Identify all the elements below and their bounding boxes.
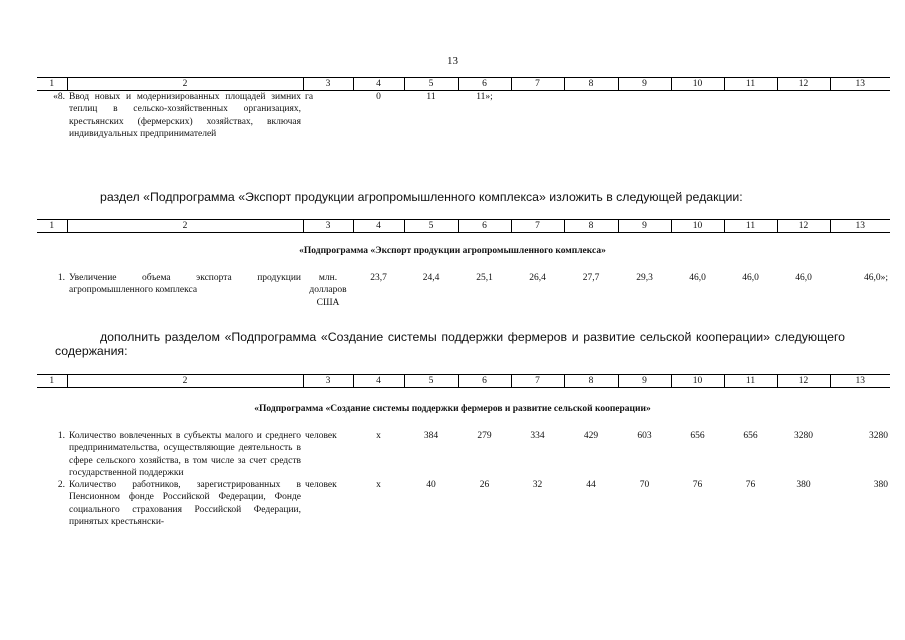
column-number: 11 bbox=[724, 220, 777, 233]
column-number: 8 bbox=[564, 375, 618, 388]
row-value: х bbox=[376, 480, 381, 491]
row-value: 3280 bbox=[869, 431, 888, 441]
row-value: 656 bbox=[690, 431, 705, 441]
column-number: 13 bbox=[830, 78, 890, 91]
row-value: 334 bbox=[530, 431, 545, 441]
row-value: 380 bbox=[873, 480, 888, 491]
indicator-table-export-body bbox=[37, 272, 890, 309]
row-value bbox=[618, 91, 671, 141]
row-description: Количество вовлеченных в субъекты малого и среднего предпринимательства, осуществляющие деятельность в сфере сельского хозяйства, в том числе за счет средств государственной поддержки bbox=[69, 431, 301, 478]
instruction-paragraph-farmers: дополнить разделом «Подпрограмма «Создание системы поддержки фермеров и развитие сельской кооперации» следующего содержания: bbox=[55, 330, 845, 358]
row-value: 25,1 bbox=[476, 273, 493, 283]
column-number: 9 bbox=[618, 375, 671, 388]
row-value: 0 bbox=[376, 92, 381, 102]
row-value bbox=[724, 91, 777, 141]
subprogram-heading-farmers: «Подпрограмма «Создание системы поддержки фермеров и развитие сельской кооперации» bbox=[254, 404, 651, 414]
column-number: 11 bbox=[724, 78, 777, 91]
column-number: 4 bbox=[353, 78, 404, 91]
column-number: 6 bbox=[458, 78, 511, 91]
row-description: Ввод новых и модернизированных площадей зимних теплиц в сельско-хозяйственных организациях, крестьянских (фермерских) хозяйствах, включая индивидуальных предпринимателей bbox=[69, 92, 301, 139]
row-value: 27,7 bbox=[582, 273, 600, 283]
row-value: 380 bbox=[796, 480, 811, 491]
column-number: 13 bbox=[830, 375, 890, 388]
column-number-row bbox=[37, 375, 890, 388]
row-value: 26,4 bbox=[529, 273, 546, 283]
column-number: 5 bbox=[404, 78, 458, 91]
row-value: 46,0»; bbox=[863, 273, 888, 283]
column-number: 6 bbox=[458, 220, 511, 233]
column-number-row bbox=[37, 78, 890, 91]
column-number: 13 bbox=[830, 220, 890, 233]
row-value bbox=[830, 91, 890, 141]
row-value bbox=[511, 91, 564, 141]
indicator-table-farmers-body bbox=[37, 430, 890, 528]
column-number: 10 bbox=[671, 78, 724, 91]
table-row bbox=[37, 430, 890, 479]
row-value: 32 bbox=[532, 480, 543, 491]
column-number: 2 bbox=[67, 220, 303, 233]
row-value: 656 bbox=[743, 431, 758, 441]
row-description: Увеличение объема экспорта продукции агропромышленного комплекса bbox=[69, 273, 301, 296]
row-value: 76 bbox=[745, 480, 756, 491]
column-number: 9 bbox=[618, 220, 671, 233]
row-value: 40 bbox=[426, 480, 436, 491]
column-number: 3 bbox=[303, 78, 353, 91]
column-number: 11 bbox=[724, 375, 777, 388]
row-number: 1. bbox=[57, 273, 65, 283]
column-number-row bbox=[37, 220, 890, 233]
column-number: 3 bbox=[303, 375, 353, 388]
column-number: 4 bbox=[353, 375, 404, 388]
instruction-paragraph-export: раздел «Подпрограмма «Экспорт продукции агропромышленного комплекса» изложить в следующей редакции: bbox=[100, 190, 743, 204]
row-value: 603 bbox=[637, 431, 652, 441]
row-number: 2. bbox=[57, 480, 65, 491]
column-number: 10 bbox=[671, 220, 724, 233]
row-value: 26 bbox=[479, 480, 490, 491]
table-row bbox=[37, 91, 890, 141]
column-number: 10 bbox=[671, 375, 724, 388]
row-unit: млн. долларов США bbox=[309, 273, 347, 308]
row-value bbox=[777, 91, 830, 141]
row-value: 46,0 bbox=[742, 273, 759, 283]
table-row bbox=[37, 479, 890, 528]
row-value: 24,4 bbox=[422, 273, 440, 283]
row-value bbox=[564, 91, 618, 141]
indicator-table-export bbox=[37, 219, 890, 233]
row-value: 76 bbox=[692, 480, 703, 491]
row-unit: человек bbox=[305, 480, 337, 491]
table-row bbox=[37, 272, 890, 309]
row-value: 3280 bbox=[794, 431, 813, 441]
page-number: 13 bbox=[447, 55, 458, 67]
column-number: 12 bbox=[777, 220, 830, 233]
column-number: 9 bbox=[618, 78, 671, 91]
row-value: 384 bbox=[423, 431, 439, 441]
row-unit: человек bbox=[305, 431, 337, 441]
row-value: 11 bbox=[426, 92, 436, 102]
row-value: 46,0 bbox=[689, 273, 706, 283]
column-number: 5 bbox=[404, 220, 458, 233]
column-number: 2 bbox=[67, 375, 303, 388]
column-number: 1 bbox=[37, 375, 67, 388]
row-number: «8. bbox=[53, 92, 65, 102]
column-number: 6 bbox=[458, 375, 511, 388]
row-value: 29,3 bbox=[636, 273, 653, 283]
column-number: 7 bbox=[511, 78, 564, 91]
column-number: 1 bbox=[37, 78, 67, 91]
column-number: 12 bbox=[777, 375, 830, 388]
indicator-table-farmers bbox=[37, 374, 890, 388]
row-unit: га bbox=[305, 92, 314, 102]
row-value: 70 bbox=[639, 480, 650, 491]
row-number: 1. bbox=[57, 431, 65, 441]
column-number: 5 bbox=[404, 375, 458, 388]
row-value: 279 bbox=[477, 431, 492, 441]
column-number: 1 bbox=[37, 220, 67, 233]
row-value: х bbox=[376, 431, 381, 441]
row-value: 23,7 bbox=[370, 273, 387, 283]
column-number: 8 bbox=[564, 78, 618, 91]
column-number: 7 bbox=[511, 220, 564, 233]
subprogram-heading-export: «Подпрограмма «Экспорт продукции агропромышленного комплекса» bbox=[299, 246, 606, 256]
column-number: 2 bbox=[67, 78, 303, 91]
indicator-table-greenhouses bbox=[37, 77, 890, 140]
column-number: 3 bbox=[303, 220, 353, 233]
row-description: Количество работников, зарегистрированных в Пенсионном фонде Российской Федерации, Фонде социального страхования Российской Федерации, принятых крестьянски- bbox=[69, 480, 301, 528]
column-number: 12 bbox=[777, 78, 830, 91]
row-value bbox=[671, 91, 724, 141]
row-value: 429 bbox=[583, 431, 599, 441]
column-number: 8 bbox=[564, 220, 618, 233]
column-number: 4 bbox=[353, 220, 404, 233]
column-number: 7 bbox=[511, 375, 564, 388]
row-value: 44 bbox=[586, 480, 596, 491]
row-value: 11»; bbox=[476, 92, 493, 102]
row-value: 46,0 bbox=[795, 273, 812, 283]
